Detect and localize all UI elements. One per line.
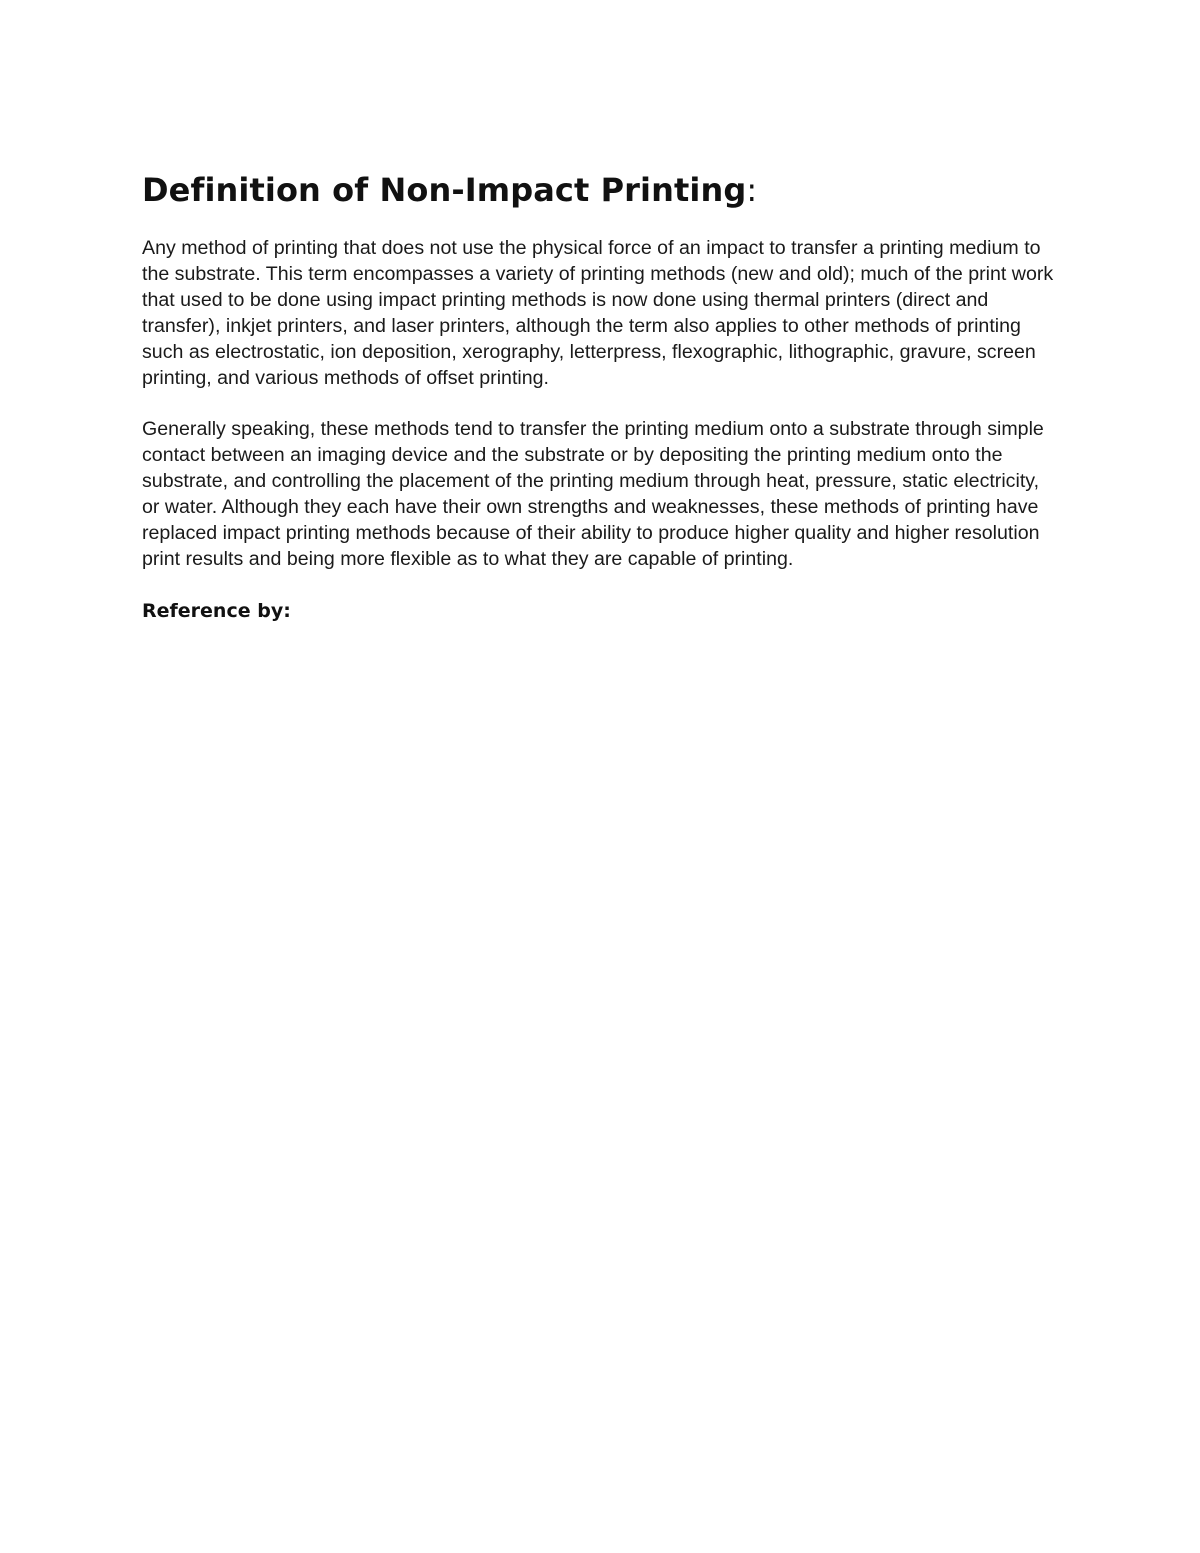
definition-paragraph: Any method of printing that does not use the physical force of an impact to transfer a printing medium to the substrate. This term encompasses a variety of printing methods (new and old); much of the print work that used to be done using impact printing methods is now done using thermal printers (direct and transfer), inkjet printers, and laser printers, although the term also applies to other methods of printing such as electrostatic, ion deposition, xerography, letterpress, flexographic, lithographic, gravure, screen printing, and various methods of offset printing.: [142, 237, 1054, 390]
explanation-paragraph: Generally speaking, these methods tend to transfer the printing medium onto a substrate through simple contact between an imaging device and the substrate or by depositing the printing medium onto the substrate, and controlling the placement of the printing medium through heat, pressure, static electricity, or water. Although they each have their own strengths and weaknesses, these methods of printing have replaced impact printing methods because of their ability to produce higher quality and higher resolution print results and being more flexible as to what they are capable of printing.: [142, 417, 1044, 571]
page-title-text: Definition of Non-Impact Printing: [142, 171, 747, 209]
page-title: [142, 168, 1058, 212]
reference-label: Reference by:: [142, 600, 291, 623]
page-title-colon: :: [746, 171, 758, 209]
document-body: [142, 168, 1058, 624]
